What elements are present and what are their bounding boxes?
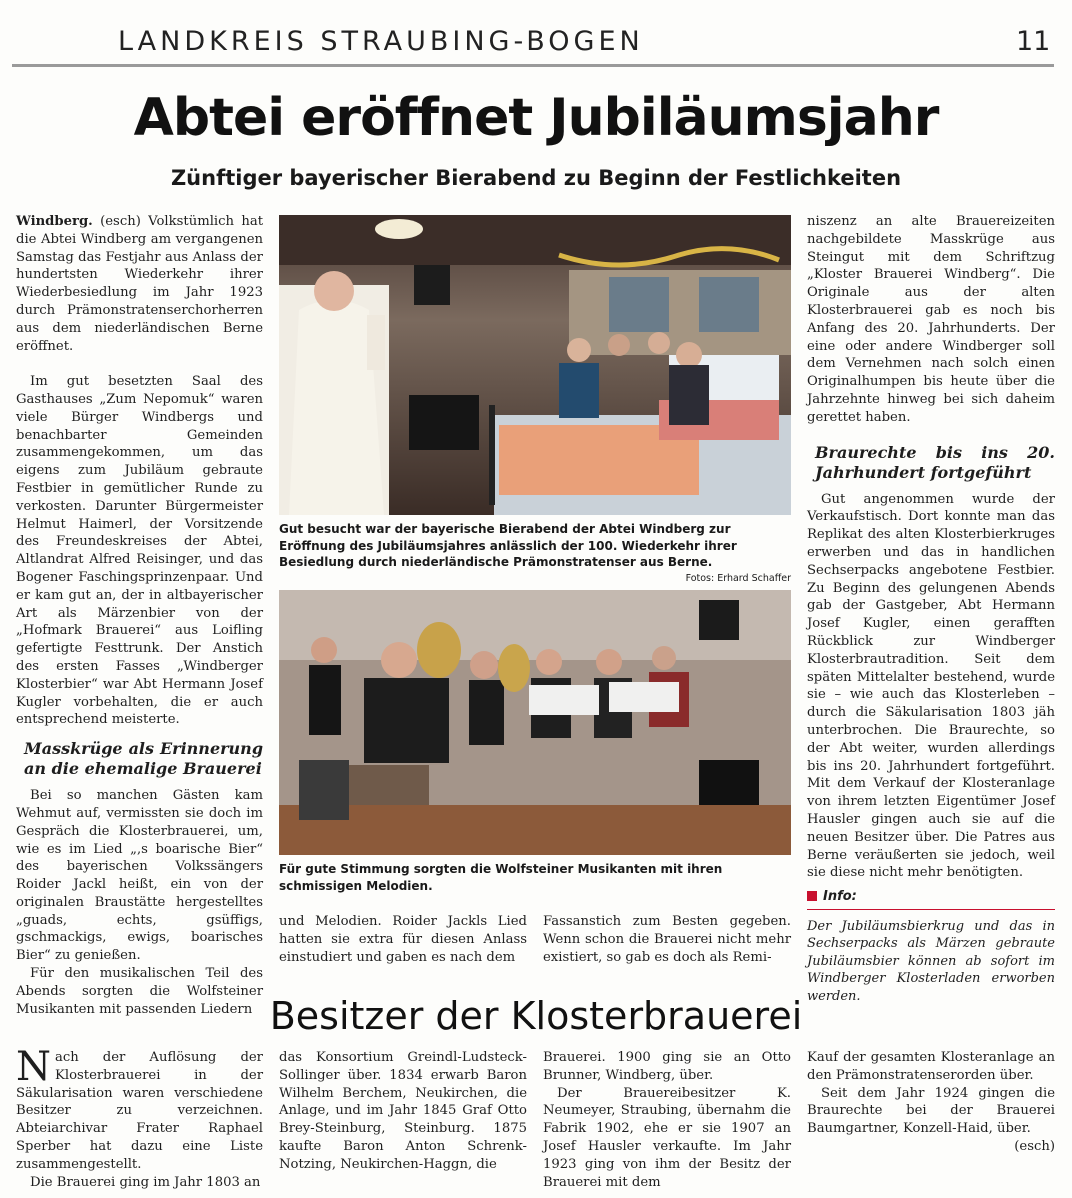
caption-text: Gut besucht war der bayerische Bierabend der Abtei Windberg zur Eröffnung des Jubiläumsjahres anlässlich der 100. Wiederkehr ihrer Besiedlung durch niederländische Prämonstratenser aus Berne. [279, 522, 737, 569]
photo-band [279, 590, 791, 855]
page-number: 11 [1016, 26, 1051, 57]
box-paragraph: Die Brauerei ging im Jahr 1803 an [30, 1174, 261, 1190]
box-paragraph: Kauf der gesamten Klosteranlage an den Prämonstratenserorden über. [807, 1050, 1055, 1083]
article-column-2 [279, 913, 527, 966]
article-paragraph: Für den musikalischen Teil des Abends sorgten die Wolfsteiner Musikanten mit passenden Liedern [16, 966, 263, 1017]
info-label-text: Info: [823, 889, 857, 905]
article-column-1 [16, 213, 263, 1018]
box-paragraph: Seit dem Jahr 1924 gingen die Braurechte bei der Brauerei Baumgartner, Konzell-Haid, über. [807, 1085, 1055, 1137]
box-paragraph: das Konsortium Greindl-Ludsteck-Sollinger über. 1834 erwarb Baron Wilhelm Berchem, Neukirchen, die Anlage, und im Jahr 1845 Graf Otto Brey-Steinburg, Steinburg. 1875 kaufte Baron Anton Schrenk-Notzing, Neukirchen-Haggn, die [279, 1050, 527, 1172]
article-column-4 [807, 213, 1055, 1005]
info-rule [807, 909, 1055, 910]
article-paragraph: niszenz an alte Brauereizeiten nachgebildete Masskrüge aus Steingut mit dem Schriftzug „Kloster Brauerei Windberg“. Die Originale aus der alten Klosterbrauerei gab es noch bis Anfang des 20. Jahrhunderts. Der eine oder andere Windberger soll dem Vernehmen nach solch einen Originalhumpen bis heute über die Jahrzehnte hinweg bei sich daheim gerettet haben. [807, 214, 1055, 425]
article-subheadline: Zünftiger bayerischer Bierabend zu Beginn der Festlichkeiten [170, 166, 902, 190]
box-column-2 [279, 1049, 527, 1174]
article-paragraph: Im gut besetzten Saal des Gasthauses „Zum Nepomuk“ waren viele Bürger Windbergs und benachbarter Gemeinden zusammengekommen, um das eigens zum Jubiläum gebraute Festbier in gemütlicher Runde zu verkosten. Darunter Bürgermeister Helmut Haimerl, der Vorsitzende des Freundeskreises der Abtei, Altlandrat Alfred Reisinger, und das Bogener Faschingsprinzenpaar. Und er kam gut an, der in altbayerischer Art als Märzenbier von der „Hofmark Brauerei“ aus Loifling gefertigte Festtrunk. Der Anstich des ersten Fasses „Windberger Klosterbier“ war Abt Hermann Josef Kugler vorbehalten, die er auch entsprechend meisterte. [16, 374, 263, 728]
article-paragraph [16, 213, 263, 355]
photo-caption: Für gute Stimmung sorgten die Wolfsteiner Musikanten mit ihren schmissigen Melodien. [279, 862, 723, 893]
article-paragraph: Gut angenommen wurde der Verkaufstisch. Dort konnte man das Replikat des alten Klosterbierkruges erwerben und das in handlichen Sechserpacks angebotene Festbier. Zu Beginn des gelungenen Abends gab der Gastgeber, Abt Hermann Josef Kugler, einen geraﬀten Rückblick zur Windberger Klosterbrautradition. Seit dem späten Mittelalter bestehend, wurde sie – wie auch das Klosterleben – durch die Säkularisation 1803 jäh unterbrochen. Die Braurechte, so der Abt weiter, wurden allerdings bis ins 20. Jahrhundert fortgeführt. Mit dem Verkauf der Klosteranlage von ihrem letzten Eigentümer Josef Hausler gingen auch sie auf die neuen Besitzer über. Die Patres aus Berne veräußerten sie jedoch, weil sie diese nicht mehr benötigten. [807, 491, 1055, 881]
article-paragraph: Fassanstich zum Besten gegeben. Wenn schon die Brauerei nicht mehr existiert, so gab es doch als Remi- [543, 914, 791, 965]
drop-cap: N [16, 1044, 51, 1090]
box-headline: Besitzer der Klosterbrauerei [269, 994, 803, 1038]
author-signoff: (esch) [1014, 1138, 1055, 1154]
article-column-3 [543, 913, 791, 966]
article-subhead: Masskrüge als Erinnerung an die ehemalige Brauerei [24, 739, 263, 779]
article-paragraph: Bei so manchen Gästen kam Wehmut auf, vermissten sie doch im Gespräch die Klosterbrauerei, um, wie es im Lied „‚s boarische Bier“ des bayerischen Volkssängers Roider Jackl heißt, ein von der originalen Braustätte hergestelltes „guads, echts, gsüffigs, gschmackigs, ewigs, boarisches Bier“ zu genießen. [16, 788, 263, 964]
box-paragraph [16, 1044, 263, 1174]
box-paragraph: Der Brauereibesitzer K. Neumeyer, Straubing, übernahm die Fabrik 1902, ehe er sie 1907 an Josef Hausler verkaufte. Im Jahr 1923 ging von ihm der Besitz der Brauerei mit dem [543, 1085, 791, 1190]
info-text: Der Jubiläumsbierkrug und das in Sechserpacks als Märzen gebraute Jubiläumsbier können ab sofort im Windberger Klosterladen erworben werden. [807, 918, 1055, 1004]
photo-beer-hall [279, 215, 791, 515]
info-box [807, 888, 1055, 1005]
info-square-icon [807, 891, 817, 901]
box-column-4 [807, 1049, 1055, 1156]
article-headline: Abtei eröffnet Jubiläumsjahr [133, 88, 939, 148]
photo-band-image [279, 590, 791, 855]
photo-caption [279, 521, 791, 587]
article-paragraph: und Melodien. Roider Jackls Lied hatten sie extra für diesen Anlass einstudiert und gaben es nach dem [279, 914, 527, 965]
box-column-1 [16, 1044, 263, 1191]
header-rule [12, 64, 1054, 67]
dateline: Windberg. [16, 214, 93, 229]
info-label [807, 888, 1055, 906]
photo-beer-hall-image [279, 215, 791, 515]
article-subhead: Braurechte bis ins 20. Jahrhundert fortgeführt [815, 442, 1055, 482]
box-paragraph: Brauerei. 1900 ging sie an Otto Brunner, Windberg, über. [543, 1050, 791, 1083]
box-column-3 [543, 1049, 791, 1191]
paragraph-text: (esch) Volkstümlich hat die Abtei Windberg am vergangenen Samstag das Festjahr aus Anlass der hundertsten Wiederkehr ihrer Wiederbesiedlung im Jahr 1923 durch Prämonstratenserchorherren aus dem niederländischen Berne eröffnet. [16, 214, 263, 354]
section-title: LANDKREIS STRAUBING-BOGEN [118, 26, 644, 57]
paragraph-text: ach der Auflösung der Klosterbrauerei in der Säkularisation waren verschiedene Besitzer zu verzeichnen. Abteiarchivar Frater Raphael Sperber hat dazu eine Liste zusammengestellt. [16, 1050, 263, 1172]
photo-credit: Fotos: Erhard Schaffer [685, 572, 791, 584]
